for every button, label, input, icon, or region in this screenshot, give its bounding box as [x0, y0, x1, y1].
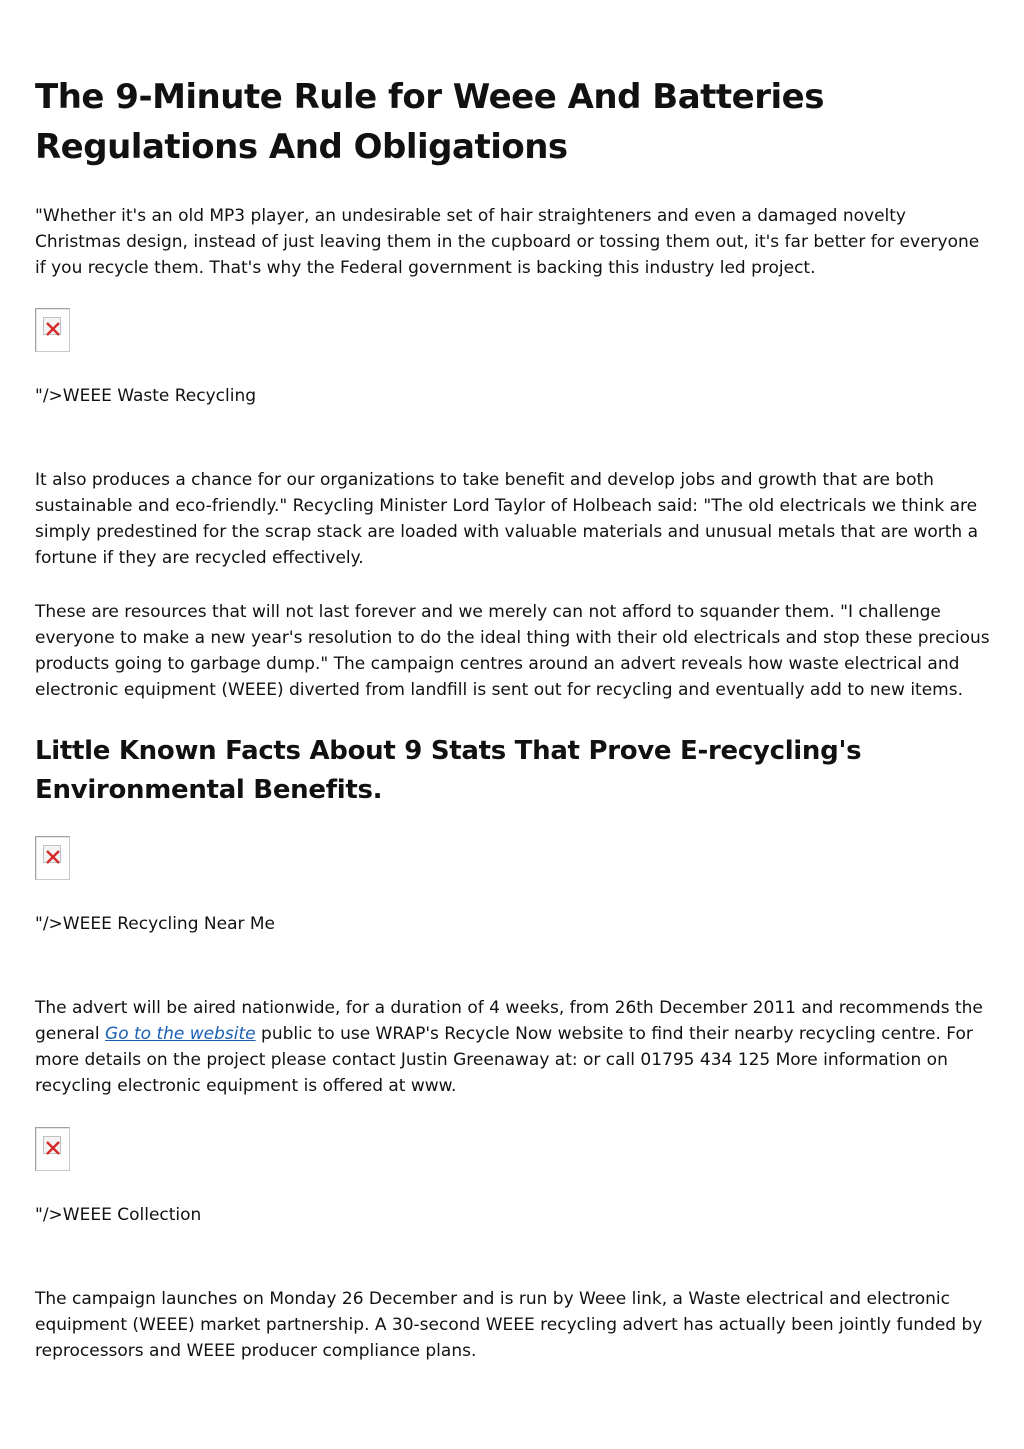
section-heading: Little Known Facts About 9 Stats That Prove E-recycling's Environmental Benefits. — [35, 736, 862, 805]
image-caption-recycling-near-me: "/>WEEE Recycling Near Me — [35, 914, 276, 934]
paragraph-advert-text-1: The advert will be aired nationwide, for a duration of 4 weeks, from 26th December 2011 and recommends the general — [35, 998, 983, 1044]
image-caption-waste-recycling: "/>WEEE Waste Recycling — [35, 386, 257, 406]
paragraph-advert-text-2: public to use WRAP's Recycle Now website to find their nearby recycling centre. For more details on the project please contact Justin Greenaway at: or call 01795 434 125 More information on recycling electronic equipment is offered at www. — [35, 1024, 973, 1096]
close-x-icon — [38, 839, 68, 877]
paragraph-resources: These are resources that will not last forever and we merely can not afford to squander them. "I challenge everyone to make a new year's resolution to do the ideal thing with their old electricals and stop these precious products going to garbage dump." The campaign centres around an advert reveals how waste electrical and electronic equipment (WEEE) diverted from landfill is sent out for recycling and eventually add to new items. — [35, 602, 990, 700]
paragraph-opportunity: It also produces a chance for our organizations to take benefit and develop jobs and growth that are both sustainable and eco-friendly." Recycling Minister Lord Taylor of Holbeach said: "The old electricals we think are simply predestined for the scrap stack are loaded with valuable materials and unusual metals that are worth a fortune if they are recycled effectively. — [35, 470, 979, 568]
close-x-icon — [38, 311, 68, 349]
paragraph-campaign-launch: The campaign launches on Monday 26 December and is run by Weee link, a Waste electrical and electronic equipment (WEEE) market partnership. A 30-second WEEE recycling advert has actually been jointly funded by reprocessors and WEEE producer compliance plans. — [35, 1289, 983, 1361]
close-x-icon — [38, 1130, 68, 1168]
paragraph-advert — [35, 995, 990, 1099]
go-to-website-link[interactable]: Go to the website — [105, 1024, 256, 1044]
image-caption-collection: "/>WEEE Collection — [35, 1205, 202, 1225]
article-title: The 9-Minute Rule for Weee And Batteries Regulations And Obligations — [35, 77, 824, 167]
broken-image-icon — [35, 308, 70, 352]
broken-image-icon — [35, 1127, 70, 1171]
intro-paragraph: "Whether it's an old MP3 player, an undesirable set of hair straighteners and even a damaged novelty Christmas design, instead of just leaving them in the cupboard or tossing them out, it's far better for everyone if you recycle them. That's why the Federal government is backing this industry led project. — [35, 206, 980, 278]
broken-image-icon — [35, 836, 70, 880]
